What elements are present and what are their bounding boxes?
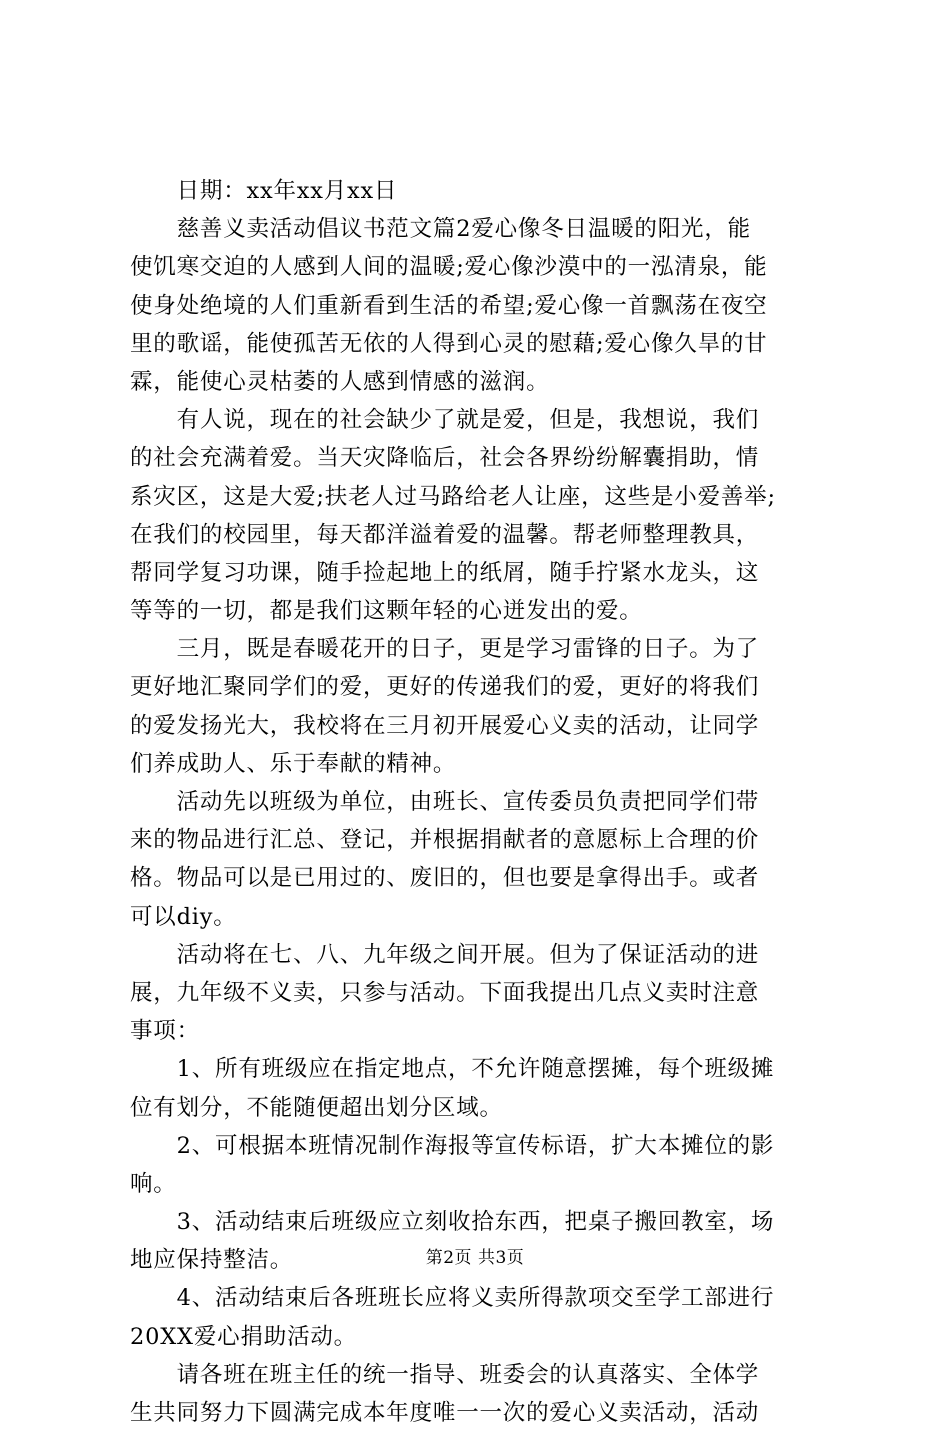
text-line: 的爱发扬光大，我校将在三月初开展爱心义卖的活动，让同学	[130, 712, 760, 739]
text-line: 4、活动结束后各班班长应将义卖所得款项交至学工部进行	[130, 1285, 775, 1312]
text-line: 来的物品进行汇总、登记，并根据捐献者的意愿标上合理的价	[130, 827, 760, 854]
text-line: 事项：	[130, 1018, 200, 1045]
text-line: 地应保持整洁。	[130, 1247, 294, 1274]
text-line: 1、所有班级应在指定地点，不允许随意摆摊，每个班级摊	[130, 1056, 775, 1083]
text-line: 帮同学复习功课，随手捡起地上的纸屑，随手拧紧水龙头，这	[130, 559, 760, 586]
text-line: 在我们的校园里，每天都洋溢着爱的温馨。帮老师整理教具，	[130, 521, 760, 548]
text-line: 慈善义卖活动倡议书范文篇2爱心像冬日温暖的阳光，能	[130, 216, 751, 243]
text-line: 活动将在七、八、九年级之间开展。但为了保证活动的进	[130, 941, 760, 968]
text-line: 使身处绝境的人们重新看到生活的希望;爱心像一首飘荡在夜空	[130, 292, 768, 319]
page-number-footer: 第2页 共3页	[425, 1248, 525, 1268]
text-line: 有人说，现在的社会缺少了就是爱，但是，我想说，我们	[130, 407, 760, 434]
text-line: 三月，既是春暖花开的日子，更是学习雷锋的日子。为了	[130, 636, 760, 663]
text-line: 里的歌谣，能使孤苦无依的人得到心灵的慰藉;爱心像久旱的甘	[130, 330, 768, 357]
text-line: 使饥寒交迫的人感到人间的温暖;爱心像沙漠中的一泓清泉，能	[130, 254, 768, 281]
text-line: 等等的一切，都是我们这颗年轻的心迸发出的爱。	[130, 598, 643, 625]
text-line: 3、活动结束后班级应立刻收拾东西，把桌子搬回教室，场	[130, 1209, 775, 1236]
text-line: 日期：xx年xx月xx日	[130, 178, 398, 204]
text-line: 请各班在班主任的统一指导、班委会的认真落实、全体学	[130, 1361, 760, 1388]
text-line: 可以diy。	[130, 903, 237, 930]
text-line: 2、可根据本班情况制作海报等宣传标语，扩大本摊位的影	[130, 1132, 775, 1159]
text-line: 响。	[130, 1170, 177, 1197]
text-line: 的社会充满着爱。当天灾降临后，社会各界纷纷解囊捐助，情	[130, 445, 760, 472]
text-line: 20XX爱心捐助活动。	[130, 1323, 357, 1350]
text-line: 系灾区，这是大爱;扶老人过马路给老人让座，这些是小爱善举;	[130, 483, 776, 510]
text-line: 霖，能使心灵枯萎的人感到情感的滋润。	[130, 368, 550, 395]
text-line: 格。物品可以是已用过的、废旧的，但也要是拿得出手。或者	[130, 865, 760, 892]
text-line: 活动先以班级为单位，由班长、宣传委员负责把同学们带	[130, 789, 760, 815]
text-line: 更好地汇聚同学们的爱，更好的传递我们的爱，更好的将我们	[130, 674, 760, 701]
text-line: 位有划分，不能随便超出划分区域。	[130, 1094, 503, 1121]
text-line: 生共同努力下圆满完成本年度唯一一次的爱心义卖活动，活动	[130, 1400, 760, 1426]
text-line: 们养成助人、乐于奉献的精神。	[130, 750, 457, 777]
text-line: 展，九年级不义卖，只参与活动。下面我提出几点义卖时注意	[130, 979, 760, 1006]
